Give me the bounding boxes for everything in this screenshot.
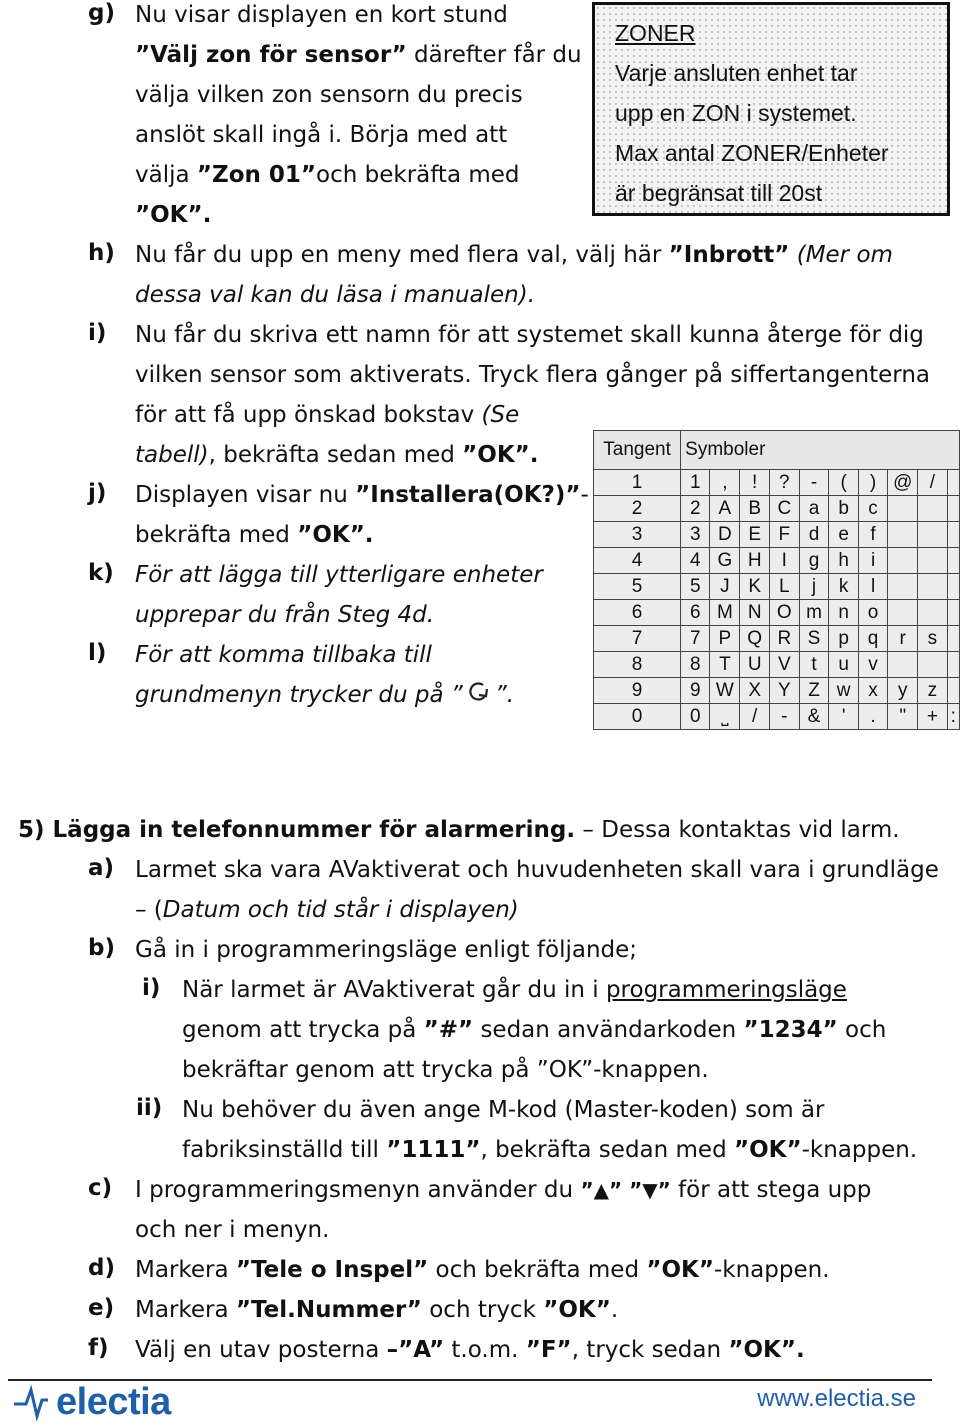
symbol-key-cell: 3 [594, 522, 681, 548]
s5-bi-l2-c: sedan användarkoden [473, 1017, 744, 1043]
symbol-key-cell: 4 [594, 548, 681, 574]
symbol-cell: Q [740, 626, 770, 652]
symbol-key-cell: 8 [594, 652, 681, 678]
header-key: Tangent [594, 431, 681, 470]
symbol-cell: b [829, 496, 859, 522]
zone-01-label: ”Zon 01” [196, 162, 317, 188]
symbol-cell: h [829, 548, 859, 574]
symbol-cell: D [710, 522, 740, 548]
symbol-cell: S [799, 626, 829, 652]
s5-bii-l2-e: -knappen. [801, 1137, 918, 1163]
s5-bii-marker: ii) [136, 1095, 163, 1121]
brand-logo-text: electia [56, 1381, 171, 1423]
symbol-cell: q [858, 626, 887, 652]
step-l-l2-b: ”. [494, 682, 515, 708]
step-k-line-1: För att lägga till ytterligare enheter [135, 562, 543, 588]
installera-label: ”Installera(OK?)” [355, 482, 581, 508]
s5-bii-l2-c: , bekräfta sedan med [480, 1137, 734, 1163]
step-k-marker: k) [88, 560, 114, 586]
zone-note-line-1: Varje ansluten enhet tar [615, 60, 858, 86]
s5-bii-l2-a: fabriksinställd till [182, 1137, 387, 1163]
symbol-cell: @ [888, 470, 918, 496]
symbol-cell: z [918, 678, 947, 704]
step-g-line-5-c: och bekräfta med [316, 162, 520, 188]
symbol-cell: + [918, 704, 947, 730]
tel-nummer-label: ”Tel.Nummer” [235, 1297, 422, 1323]
s5-d-e: -knappen. [713, 1257, 830, 1283]
section-5-heading [18, 815, 900, 845]
symbol-cell: R [770, 626, 800, 652]
symbol-cell: ( [829, 470, 859, 496]
symbol-cell: n [829, 600, 859, 626]
symbol-table-row [594, 652, 960, 678]
symbol-table-row [594, 574, 960, 600]
symbol-key-cell: 0 [594, 704, 681, 730]
step-h-line-1 [135, 240, 893, 270]
symbol-cell: - [770, 704, 800, 730]
step-g-marker: g) [88, 0, 115, 26]
symbol-cell: G [710, 548, 740, 574]
section-5-title: 5) Lägga in telefonnummer för alarmering. [18, 817, 576, 843]
s5-e-ok: ”OK” [543, 1297, 611, 1323]
symbol-cell: ' [829, 704, 859, 730]
s5-c-line-1 [135, 1175, 871, 1205]
s5-d-line-1 [135, 1255, 830, 1285]
symbol-table-row [594, 496, 960, 522]
symbol-cell: & [799, 704, 829, 730]
symbol-cell: w [829, 678, 859, 704]
step-i-line-2: vilken sensor som aktiverats. Tryck flera gånger på siffertangenterna [135, 362, 931, 388]
step-i-line-4 [135, 440, 539, 470]
step-j-l2-a: bekräfta med [135, 522, 298, 548]
step-i-l4-b: , bekräfta sedan med [208, 442, 463, 468]
step-j-marker: j) [88, 480, 107, 506]
symbol-cell: y [888, 678, 918, 704]
symbol-cell [918, 522, 947, 548]
symbol-key-cell: 2 [594, 496, 681, 522]
header-symbols: Symboler [681, 431, 960, 470]
symbol-cell: X [740, 678, 770, 704]
symbol-cell-extra [947, 600, 959, 626]
s5-bi-line-3: bekräftar genom att trycka på ”OK”-knappen. [182, 1057, 709, 1083]
symbol-cell: p [829, 626, 859, 652]
symbol-cell: T [710, 652, 740, 678]
symbol-cell [888, 652, 918, 678]
step-l-line-2 [135, 680, 514, 712]
symbol-cell: ? [770, 470, 800, 496]
s5-c-l1-c: för att stega upp [670, 1177, 872, 1203]
zone-note-line-4: är begränsat till 20st [615, 180, 823, 206]
symbol-cell: o [858, 600, 887, 626]
step-i-marker: i) [88, 320, 107, 346]
electia-pulse-icon [14, 1378, 58, 1426]
symbol-cell: 6 [681, 600, 710, 626]
symbol-cell: E [740, 522, 770, 548]
symbol-cell: " [888, 704, 918, 730]
step-g-line-2 [135, 40, 582, 70]
s5-a-l2-b: Datum och tid står i displayen) [162, 897, 519, 923]
symbol-cell: k [829, 574, 859, 600]
symbol-table-row [594, 626, 960, 652]
s5-f-line-1 [135, 1335, 805, 1365]
zone-note-line-2: upp en ZON i systemet. [615, 100, 857, 126]
symbol-cell: t [799, 652, 829, 678]
zone-note-box [592, 2, 950, 216]
symbol-cell [918, 652, 947, 678]
symbol-cell-extra [947, 522, 959, 548]
s5-a-l2-a: – ( [135, 897, 163, 923]
symbol-cell: u [829, 652, 859, 678]
symbol-cell: 0 [681, 704, 710, 730]
tele-inspel-label: ”Tele o Inspel” [235, 1257, 429, 1283]
step-i-l3-a: för att få upp önskad bokstav [135, 402, 482, 428]
s5-bi-line-1 [182, 975, 847, 1005]
website-link[interactable]: www.electia.se [757, 1385, 916, 1412]
symbol-cell: g [799, 548, 829, 574]
s5-f-e: , tryck sedan [571, 1337, 729, 1363]
step-g-line-3: välja vilken zon sensorn du precis [135, 82, 523, 108]
step-l-line-1: För att komma tillbaka till [135, 642, 432, 668]
s5-f-marker: f) [88, 1335, 109, 1361]
symbol-cell: . [858, 704, 887, 730]
arrow-keys-label: ”▲” ”▼” [580, 1178, 671, 1202]
s5-d-marker: d) [88, 1255, 115, 1281]
symbol-cell: I [770, 548, 800, 574]
symbol-cell: 5 [681, 574, 710, 600]
s5-f-ok: ”OK”. [728, 1337, 805, 1363]
symbol-cell: v [858, 652, 887, 678]
symbol-cell: V [770, 652, 800, 678]
symbol-cell-extra [947, 678, 959, 704]
s5-bi-l2-a: genom att trycka på [182, 1017, 424, 1043]
symbol-table-row [594, 600, 960, 626]
zone-select-prompt: ”Välj zon för sensor” [135, 42, 407, 68]
symbol-cell: f [858, 522, 887, 548]
s5-bi-l2-e: och [837, 1017, 887, 1043]
s5-a-marker: a) [88, 855, 115, 881]
symbol-cell: Y [770, 678, 800, 704]
symbol-cell: r [888, 626, 918, 652]
step-g-line-1: Nu visar displayen en kort stund [135, 2, 508, 28]
step-k-line-2: upprepar du från Steg 4d. [135, 602, 435, 628]
symbol-cell: - [799, 470, 829, 496]
symbol-cell: l [858, 574, 887, 600]
s5-d-c: och bekräfta med [428, 1257, 647, 1283]
step-j-line-2 [135, 520, 374, 550]
symbol-cell: K [740, 574, 770, 600]
hash-key-label: ”#” [423, 1017, 474, 1043]
symbol-cell: C [770, 496, 800, 522]
s5-c-l1-a: I programmeringsmenyn använder du [135, 1177, 581, 1203]
s5-c-marker: c) [88, 1175, 113, 1201]
symbol-cell: P [710, 626, 740, 652]
symbol-cell: d [799, 522, 829, 548]
s5-c-line-2: och ner i menyn. [135, 1217, 330, 1243]
s5-e-a: Markera [135, 1297, 236, 1323]
s5-b-line-1: Gå in i programmeringsläge enligt följande; [135, 937, 638, 963]
step-g-line-5-a: välja [135, 162, 197, 188]
symbol-cell-extra: : [947, 704, 959, 730]
step-i-l4-a: tabell) [135, 442, 209, 468]
symbol-cell: O [770, 600, 800, 626]
symbol-cell: N [740, 600, 770, 626]
zone-note-title: ZONER [615, 20, 696, 46]
step-i-l3-b: (Se [481, 402, 520, 428]
symbol-cell [918, 496, 947, 522]
step-h-c: (Mer om [789, 242, 893, 268]
symbol-table-row [594, 704, 960, 730]
post-f-label: ”F” [525, 1337, 572, 1363]
symbol-cell: 3 [681, 522, 710, 548]
symbol-table-row [594, 470, 960, 496]
step-i-line-3 [135, 400, 519, 430]
symbol-cell [888, 548, 918, 574]
s5-f-c: t.o.m. [444, 1337, 526, 1363]
symbol-key-cell: 6 [594, 600, 681, 626]
post-a-label: –”A” [386, 1337, 445, 1363]
symbol-cell [888, 574, 918, 600]
symbol-cell: Z [799, 678, 829, 704]
symbol-cell: , [710, 470, 740, 496]
symbol-cell: B [740, 496, 770, 522]
symbol-cell [888, 496, 918, 522]
symbol-cell: 4 [681, 548, 710, 574]
symbol-cell: 8 [681, 652, 710, 678]
symbol-cell: W [710, 678, 740, 704]
symbol-cell [888, 522, 918, 548]
symbol-cell-extra [947, 574, 959, 600]
step-l-l2-a: grundmenyn trycker du på ” [135, 682, 463, 708]
symbol-cell: F [770, 522, 800, 548]
symbol-table-row [594, 522, 960, 548]
symbol-cell: A [710, 496, 740, 522]
symbol-cell-extra [947, 548, 959, 574]
symbol-cell: 9 [681, 678, 710, 704]
symbol-cell [918, 600, 947, 626]
symbol-cell: 1 [681, 470, 710, 496]
refresh-icon [465, 680, 493, 712]
symbol-cell: L [770, 574, 800, 600]
symbol-cell: i [858, 548, 887, 574]
user-code-label: ”1234” [743, 1017, 838, 1043]
symbol-cell-extra [947, 470, 959, 496]
step-h-a: Nu får du upp en meny med flera val, välj här [135, 242, 669, 268]
step-j-line-1 [135, 480, 589, 510]
symbol-cell-extra [947, 652, 959, 678]
step-g-ok: ”OK”. [135, 202, 212, 228]
step-j-a: Displayen visar nu [135, 482, 356, 508]
s5-d-a: Markera [135, 1257, 236, 1283]
symbol-cell: H [740, 548, 770, 574]
zone-note-line-3: Max antal ZONER/Enheter [615, 140, 889, 166]
s5-a-line-2 [135, 895, 519, 925]
s5-a-line-1: Larmet ska vara AVaktiverat och huvudenheten skall vara i grundläge [135, 857, 939, 883]
symbol-cell: ˽ [710, 704, 740, 730]
step-g-line-5 [135, 160, 520, 190]
s5-bii-ok: ”OK” [734, 1137, 802, 1163]
step-g-line-4: anslöt skall ingå i. Börja med att [135, 122, 508, 148]
symbol-cell: m [799, 600, 829, 626]
symbol-cell: M [710, 600, 740, 626]
symbol-cell: / [740, 704, 770, 730]
symbol-cell: ) [858, 470, 887, 496]
s5-e-marker: e) [88, 1295, 115, 1321]
symbol-cell: s [918, 626, 947, 652]
s5-e-e: . [610, 1297, 619, 1323]
s5-b-marker: b) [88, 935, 115, 961]
step-i-ok: ”OK”. [462, 442, 539, 468]
step-l-marker: l) [88, 640, 107, 666]
step-j-ok: ”OK”. [297, 522, 374, 548]
symbol-cell: U [740, 652, 770, 678]
master-code-label: ”1111” [386, 1137, 481, 1163]
symbol-cell: c [858, 496, 887, 522]
symbol-cell [888, 600, 918, 626]
step-i-line-1: Nu får du skriva ett namn för att systemet skall kunna återge för dig [135, 322, 924, 348]
symbol-table [593, 430, 960, 730]
symbol-cell: e [829, 522, 859, 548]
symbol-cell [918, 548, 947, 574]
s5-d-ok: ”OK” [646, 1257, 714, 1283]
step-h-line-2: dessa val kan du läsa i manualen). [135, 282, 536, 308]
symbol-cell: 7 [681, 626, 710, 652]
symbol-cell [918, 574, 947, 600]
symbol-cell: / [918, 470, 947, 496]
s5-bi-l1-a: När larmet är AVaktiverat går du in i [182, 977, 606, 1003]
s5-bii-line-2 [182, 1135, 917, 1165]
s5-f-a: Välj en utav posterna [135, 1337, 387, 1363]
inbrott-label: ”Inbrott” [668, 242, 790, 268]
step-j-c: - [580, 482, 589, 508]
symbol-table-row [594, 678, 960, 704]
programmeringslage-link: programmeringsläge [605, 977, 847, 1003]
s5-bi-marker: i) [142, 975, 161, 1001]
symbol-cell: x [858, 678, 887, 704]
symbol-cell: ! [740, 470, 770, 496]
section-5-subtitle: – Dessa kontaktas vid larm. [575, 817, 900, 843]
symbol-cell: j [799, 574, 829, 600]
s5-e-line-1 [135, 1295, 618, 1325]
step-h-marker: h) [88, 240, 115, 266]
symbol-cell-extra [947, 496, 959, 522]
symbol-key-cell: 9 [594, 678, 681, 704]
symbol-cell-extra [947, 626, 959, 652]
s5-bi-line-2 [182, 1015, 886, 1045]
symbol-key-cell: 1 [594, 470, 681, 496]
symbol-cell: J [710, 574, 740, 600]
symbol-cell: 2 [681, 496, 710, 522]
s5-bii-line-1: Nu behöver du även ange M-kod (Master-koden) som är [182, 1097, 825, 1123]
symbol-cell: a [799, 496, 829, 522]
symbol-key-cell: 5 [594, 574, 681, 600]
symbol-key-cell: 7 [594, 626, 681, 652]
step-g-line-2-text: därefter får du [406, 42, 582, 68]
symbol-table-header [594, 431, 960, 470]
s5-e-c: och tryck [421, 1297, 544, 1323]
symbol-table-row [594, 548, 960, 574]
